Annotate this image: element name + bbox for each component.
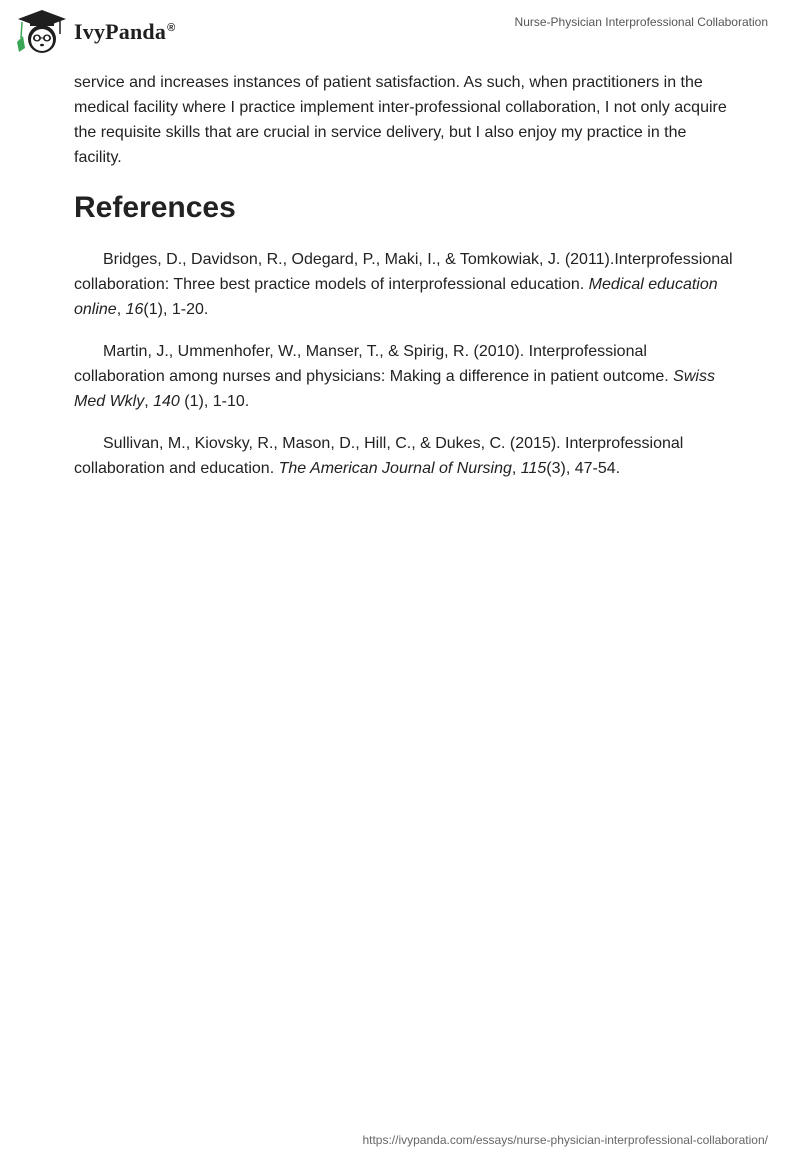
document-body <box>74 70 734 498</box>
running-title: Nurse-Physician Interprofessional Collaboration <box>514 15 768 29</box>
body-paragraph: service and increases instances of patient satisfaction. As such, when practitioners in the medical facility where I practice implement inter-professional collaboration, I not only acquire the requisite skills that are crucial in service delivery, but I also enjoy my practice in the facility. <box>74 74 727 166</box>
references-heading: References <box>74 191 236 224</box>
ivypanda-logo[interactable] <box>16 8 175 56</box>
reference-item: Bridges, D., Davidson, R., Odegard, P., Maki, I., & Tomkowiak, J. (2011).Interprofessional collaboration: Three best practice models of interprofessional education. Medical education online, 16(1), 1-20. <box>74 251 733 318</box>
reference-item: Sullivan, M., Kiovsky, R., Mason, D., Hill, C., & Dukes, C. (2015). Interprofessional collaboration and education. The American Journal of Nursing, 115(3), 47-54. <box>74 435 684 477</box>
logo-wordmark: IvyPanda® <box>74 19 176 44</box>
source-url-link[interactable]: https://ivypanda.com/essays/nurse-physician-interprofessional-collaboration/ <box>362 1133 768 1147</box>
references-list <box>74 247 734 481</box>
reference-item: Martin, J., Ummenhofer, W., Manser, T., & Spirig, R. (2010). Interprofessional collaboration among nurses and physicians: Making a difference in patient outcome. Swiss Med Wkly, 140 (1), 1-10. <box>74 343 715 410</box>
panda-graduate-icon <box>16 8 68 56</box>
page-header <box>0 0 800 70</box>
